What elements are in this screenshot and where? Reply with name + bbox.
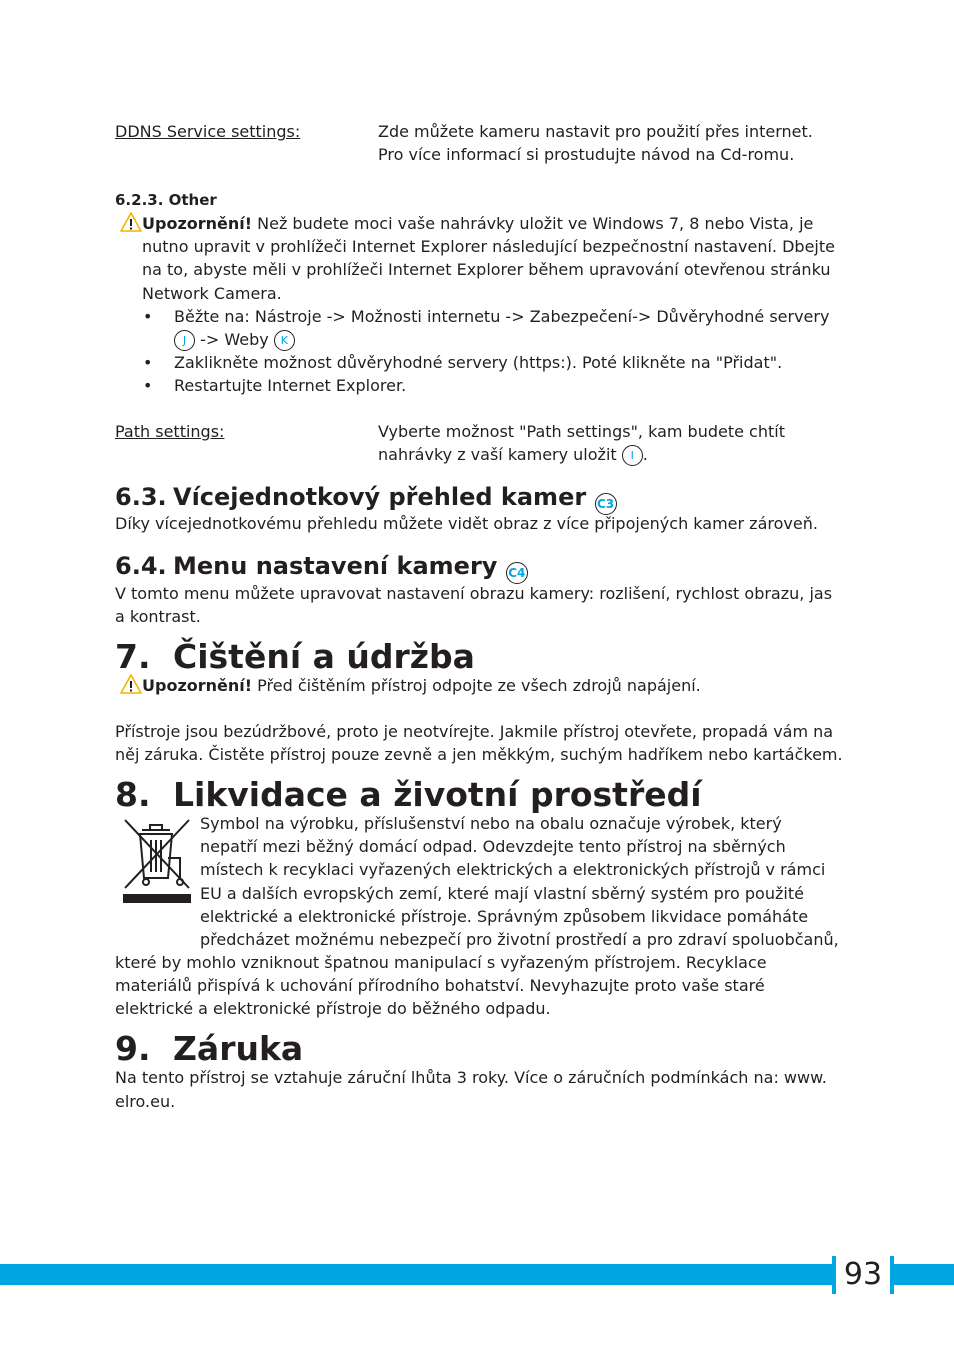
warning-label: Upozornění!: [142, 214, 253, 233]
ddns-label: DDNS Service settings:: [115, 122, 301, 141]
section-number: 8.: [115, 775, 151, 814]
path-text-line1: Vyberte možnost "Path settings", kam budete chtít: [378, 422, 785, 441]
bullet1-mid-text: -> Weby: [195, 330, 274, 349]
section-title: Likvidace a životní prostředí: [173, 775, 702, 814]
section-number: 6.3.: [115, 483, 167, 511]
section-8-body-line7: které by mohlo vzniknout špatnou manipulací s vyřazeným přístrojem. Recyklace: [115, 953, 767, 972]
section-8-body-line5: elektrické a elektronické přístroje. Správným způsobem likvidace pomáháte: [200, 907, 809, 926]
warning-text: Než budete moci vaše nahrávky uložit ve Windows 7, 8 nebo Vista, je: [252, 214, 814, 233]
section-8-heading: [115, 776, 702, 814]
section-9-body-line2: elro.eu.: [115, 1092, 176, 1111]
section-6-4-body-line1: V tomto menu můžete upravovat nastavení obrazu kamery: rozlišení, rychlost obrazu, jas: [115, 584, 833, 603]
ddns-text-line1: Zde můžete kameru nastavit pro použití přes internet.: [378, 122, 813, 141]
bullet-dot: •: [143, 353, 153, 372]
section-7-body-line1: Přístroje jsou bezúdržbové, proto je neotvírejte. Jakmile přístroj otevřete, propadá vám na: [115, 722, 834, 741]
section-6-4-body-line2: a kontrast.: [115, 607, 201, 626]
section-8-body-line6: předcházet možnému nebezpečí pro životní prostředí a pro zdraví spoluobčanů,: [200, 930, 839, 949]
section-number: 6.4.: [115, 552, 167, 580]
footer-accent-bar: [0, 1264, 954, 1285]
warning-label: Upozornění!: [142, 676, 253, 695]
section-6-3-heading: [115, 482, 617, 515]
section-title: Čištění a údržba: [173, 637, 475, 676]
section-title: Záruka: [173, 1029, 304, 1068]
warning-text: Před čištěním přístroj odpojte ze všech zdrojů napájení.: [252, 676, 701, 695]
bullet-dot: •: [143, 376, 153, 395]
other-warning-line4: Network Camera.: [142, 284, 282, 303]
section-9-heading: [115, 1030, 303, 1068]
other-heading: 6.2.3. Other: [115, 191, 217, 209]
section-6-3-body: Díky vícejednotkovému přehledu můžete vidět obraz z více připojených kamer zároveň.: [115, 514, 818, 533]
bullet1-line2: [174, 328, 295, 351]
bullet3-text: Restartujte Internet Explorer.: [174, 376, 407, 395]
section-8-body-line4: EU a dalších evropských zemí, které mají vlastní sběrný systém pro použité: [200, 884, 804, 903]
other-warning-line2: nutno upravit v prohlížeči Internet Explorer následující bezpečnostní nastavení. Dbejte: [142, 237, 835, 256]
page-number: 93: [843, 1257, 883, 1292]
ref-c4-icon: C4: [506, 562, 528, 584]
section-number: 9.: [115, 1029, 151, 1068]
other-warning-line1: [142, 212, 813, 235]
other-warning-line3: na to, abyste měli v prohlížeči Internet Explorer během upravování otevřenou stránku: [142, 260, 831, 279]
ref-c3-icon: C3: [595, 493, 617, 515]
page-number-box: [832, 1256, 894, 1294]
ref-i-icon: I: [622, 445, 643, 466]
bullet1-line1: Běžte na: Nástroje -> Možnosti internetu -> Zabezpečení-> Důvěryhodné servery: [174, 307, 830, 326]
section-7-warning: [142, 674, 701, 697]
section-7-heading: [115, 638, 475, 676]
weee-crossed-bin-icon: [122, 818, 192, 904]
section-8-body-line8: materiálů přispívá k uchování přírodního bohatství. Nevyhazujte proto vaše staré: [115, 976, 765, 995]
section-8-body-line9: elektrické a elektronické přístroje do běžného odpadu.: [115, 999, 551, 1018]
section-title: Menu nastavení kamery: [173, 552, 506, 580]
ref-j-icon: J: [174, 330, 195, 351]
section-6-4-heading: [115, 551, 528, 584]
section-number: 7.: [115, 637, 151, 676]
path-line2-end: .: [642, 445, 648, 464]
section-7-body-line2: něj záruka. Čistěte přístroj pouze zevně a jen měkkým, suchým hadříkem nebo kartáčkem.: [115, 745, 843, 764]
section-8-body-line3: místech k recyklaci vyřazených elektrických a elektronických přístrojů v rámci: [200, 860, 826, 879]
bullet-dot: •: [143, 307, 153, 326]
section-9-body-line1: Na tento přístroj se vztahuje záruční lhůta 3 roky. Více o záručních podmínkách na: www.: [115, 1068, 827, 1087]
bullet2-text: Zaklikněte možnost důvěryhodné servery (https:). Poté klikněte na "Přidat".: [174, 353, 783, 372]
path-text-line2: [378, 443, 648, 466]
path-line2-text: nahrávky z vaší kamery uložit: [378, 445, 622, 464]
ddns-text-line2: Pro více informací si prostudujte návod na Cd-romu.: [378, 145, 795, 164]
section-8-body-line2: nepatří mezi běžný domácí odpad. Odevzdejte tento přístroj na sběrných: [200, 837, 786, 856]
section-8-body-line1: Symbol na výrobku, příslušenství nebo na obalu označuje výrobek, který: [200, 814, 782, 833]
ref-k-icon: K: [274, 330, 295, 351]
section-title: Vícejednotkový přehled kamer: [173, 483, 595, 511]
path-label: Path settings:: [115, 422, 225, 441]
warning-icon: [120, 212, 142, 232]
warning-icon: [120, 674, 142, 694]
